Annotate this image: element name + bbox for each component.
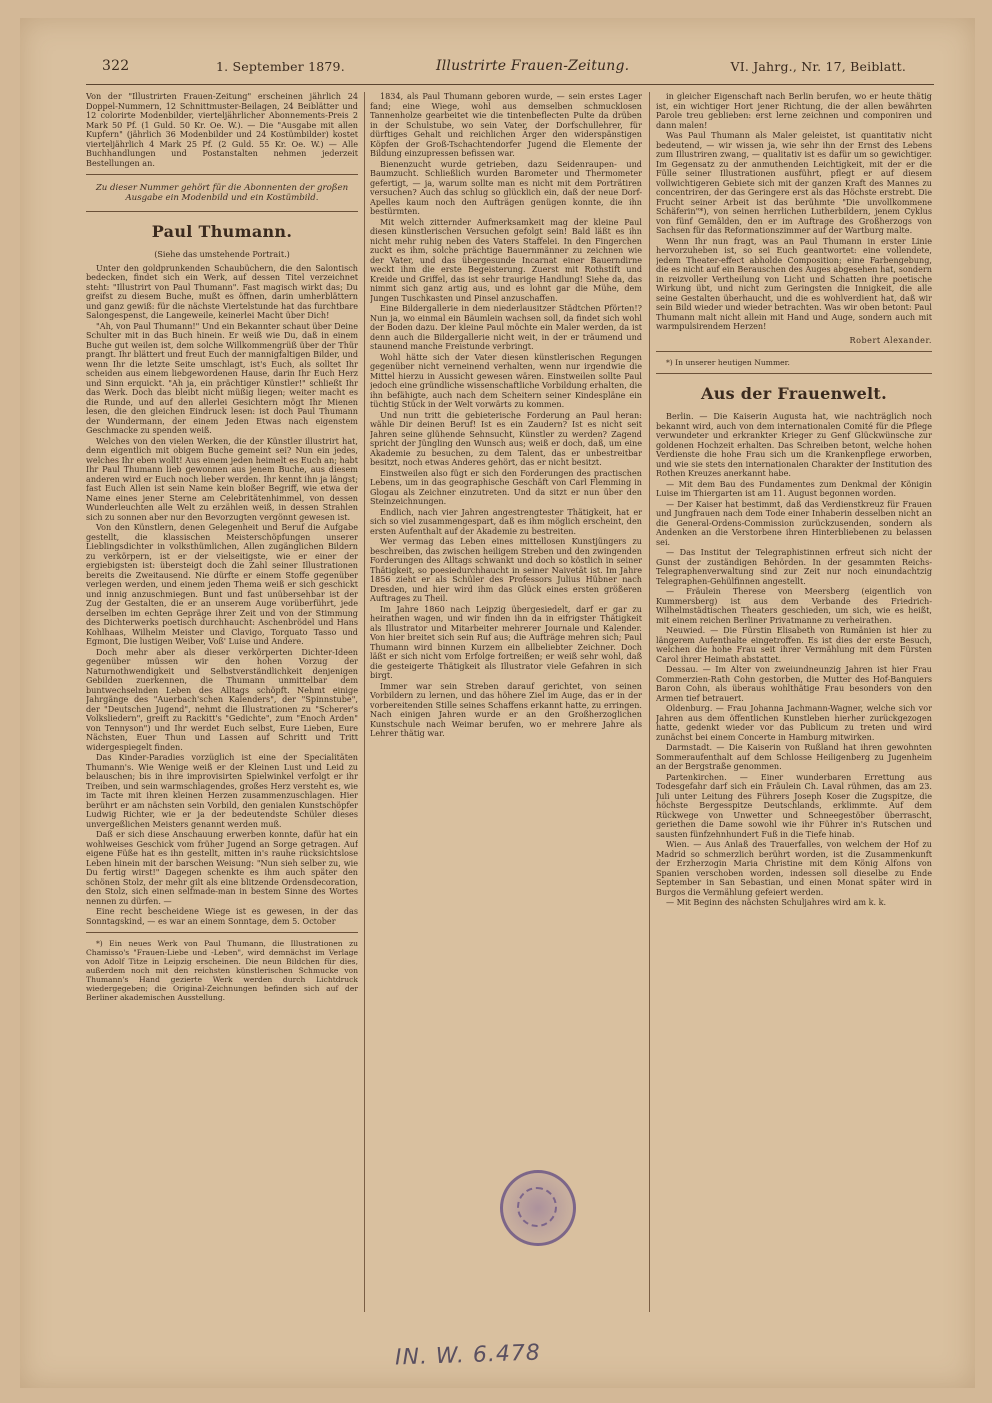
- paragraph: Einstweilen also fügt er sich den Forderungen des practischen Lebens, um in das geographische Geschäft von Carl Flemming in Glogau als Zeichner einzutreten. Und da sitzt er nun über den Steinzeichnungen.: [370, 467, 642, 506]
- news-item: — Der Kaiser hat bestimmt, daß das Verdienstkreuz für Frauen und Jungfrauen nach dem Tode einer Inhaberin desselben nicht an die General-Ordens-Commission zurückzusenden, sondern als Andenken an die Verstorbene ihren Hinterbliebenen zu belassen sei.: [656, 498, 932, 547]
- paragraph: Welches von den vielen Werken, die der Künstler illustrirt hat, denn eigentlich mit obigem Buche gemeint sei? Nun ein jedes, welches Ihr eben wollt! Aus einem jeden heimelt es Euch an; habt Ihr Paul Thumann lieb gewonnen aus jenem Buche, aus diesem anderen wird er Euch noch lieber werden. Ihr kennt ihn ja längst; fast Euch Allen ist sein Name kein bloßer Begriff, wie etwa der Name eines jener Sterne am Celebritätenhimmel, von dessen Wunderleuchten alle Welt zu erzählen weiß, in dessen Strahlen sich zu sonnen aber nur den Bevorzugten vergönnt gewesen ist.: [86, 435, 358, 522]
- separator: [86, 174, 358, 175]
- paragraph: Das Kinder-Paradies vorzüglich ist eine der Specialitäten Thumann's. Wie Wenige weiß er der Kleinen Lust und Leid zu belauschen; bis in ihre improvisirten Spielwinkel verfolgt er ihr Treiben, und sein warmschlagendes, großes Herz versteht es, wie im Tacte mit ihren kleinen Herzen zusammenzuschlagen. Hier berührt er am nächsten sein Vorbild, den genialen Kunstschöpfer Ludwig Richter, wie er ja der bedeutendste Schüler dieses unvergeßlichen Meisters genannt werden muß.: [86, 752, 358, 829]
- news-item: Darmstadt. — Die Kaiserin von Rußland hat ihren gewohnten Sommeraufenthalt auf dem Schlosse Heiligenberg zu Jugenheim an der Bergstraße genommen.: [656, 742, 932, 771]
- paragraph: Eine Bildergallerie in dem niederlausitzer Städtchen Pförten!? Nun ja, wo einmal ein Bäumlein wachsen soll, da findet sich wohl der Boden dazu. Der kleine Paul möchte ein Maler werden, da ist denn auch die Bildergallerie nicht weit, in der er träumend und staunend manche Freistunde verbringt.: [370, 303, 642, 351]
- issue-info: VI. Jahrg., Nr. 17, Beiblatt.: [730, 59, 906, 74]
- inventory-number: IN. W. 6.478: [394, 1340, 542, 1371]
- paragraph: Im Jahre 1860 nach Leipzig übergesiedelt, darf er gar zu heirathen wagen, und wir finden ihn da in eifrigster Thätigkeit als Illustrator und Mitarbeiter mehrerer Journale und Kalender. Von hier breitet sich sein Ruf aus; die Aufträge mehren sich; Paul Thumann wird binnen Kurzem ein allbeliebter Zeichner. Doch läßt er sich nicht vom Erfolge fortreißen; er weiß sehr wohl, daß die gesteigerte Thätigkeit als Illustrator viele Gefahren in sich birgt.: [370, 603, 642, 680]
- news-item: Dessau. — Im Alter von zweiundneunzig Jahren ist hier Frau Commerzien-Rath Cohn gestorben, die Mutter des Hof-Banquiers Baron Cohn, als überaus wohlthätige Frau besonders von den Armen tief betrauert.: [656, 664, 932, 703]
- news-item: Wien. — Aus Anlaß des Trauerfalles, von welchem der Hof zu Madrid so schmerzlich berührt worden, ist die Zusammenkunft der Erzherzogin Maria Christine mit dem König Alfons von Spanien verschoben worden, indessen soll dieselbe zu Ende September in San Sebastian, und einen Monat später wird in Burgos die Vermählung gefeiert werden.: [656, 839, 932, 897]
- news-item: — Das Institut der Telegraphistinnen erfreut sich nicht der Gunst der zuständigen Behörden. In der gesammten Reichs-Telegraphenverwaltung sind zur Zeit nur noch einundachtzig Telegraphen-Gehülfinnen angestellt.: [656, 547, 932, 586]
- subscription-info: Von der "Illustrirten Frauen-Zeitung" erscheinen jährlich 24 Doppel-Nummern, 12 Schnittmuster-Beilagen, 24 Beiblätter und 12 colorirte Modenbilder, vierteljährlicher Abonnements-Preis 2 Mark 50 Pf. (1 Guld. 50 Kr. Oe. W.). — Die "Ausgabe mit allen Kupfern" (jährlich 36 Modenbilder und 24 Kostümbilder) kostet vierteljährlich 4 Mark 25 Pf. (2 Guld. 55 Kr. Oe. W.) — Alle Buchhandlungen und Postanstalten nehmen jederzeit Bestellungen an.: [86, 92, 358, 168]
- paragraph: "Ah, von Paul Thumann!" Und ein Bekannter schaut über Deine Schulter mit in das Buch hinein. Er weiß wie Du, daß in einem Buche gut weilen ist, dem solche Willkommengrüß über der Thür prangt. Ihr blättert und freut Euch der mannigfaltigen Bilder, und wenn Ihr die letzte Seite umschlagt, ist's Euch, als solltet Ihr scheiden aus einem liebgewordenen Hause, darin Ihr Euch Herz und Sinn erquickt. "Ah ja, ein prächtiger Künstler!" schließt Ihr das Werk. Doch das bleibt nicht müßig liegen; weiter macht es die Runde, und auf den allerlei Gesichtern mögt Ihr Mienen lesen, die den gleichen Eindruck lesen: ist doch Paul Thumann der Wundermann, der einem Jeden Etwas nach eigenstem Geschmacke zu spenden weiß.: [86, 320, 358, 435]
- news-item: Oldenburg. — Frau Johanna Jachmann-Wagner, welche sich vor Jahren aus dem öffentlichen Kunstleben hierher zurückgezogen hatte, gedenkt wieder vor das Publicum zu treten und wird zunächst bei einem Concerte in Hamburg mitwirken.: [656, 703, 932, 742]
- news-item: — Mit Beginn des nächsten Schuljahres wird am k. k.: [666, 897, 887, 907]
- article-author: Robert Alexander.: [849, 334, 932, 345]
- paragraph: Unter den goldprunkenden Schaubüchern, die den Salontisch bedecken, findet sich ein Werk, auf dessen Titel verzeichnet steht: "Illustrirt von Paul Thumann". Fast magisch wirkt das; Du greifst zu diesem Buche, mußt es öffnen, darin umherblättern und ganz gewiß: für die nächste Viertelstunde hat das furchtbare Salongespenst, die Langeweile, keinerlei Macht über Dich!: [86, 262, 358, 320]
- paragraph: 1834, als Paul Thumann geboren wurde, — sein erstes Lager fand; eine Wiege, wohl aus demselben schmucklosen Tannenholze gearbeitet wie die tintenbeflecten Pulte da drüben in der Schulstube, wo sein Vater, der Dorfschullehrer, für dürftiges Gehalt und reichlichen Ärger den widerspänstigen Köpfen der Groß-Tschachtendorfer Jugend die Elemente der Bildung einzupressen befissen war.: [370, 92, 642, 158]
- section-heading: Aus der Frauenwelt.: [700, 384, 887, 403]
- news-item: Berlin. — Die Kaiserin Augusta hat, wie nachträglich noch bekannt wird, auch von dem internationalen Comité für die Pflege verwundeter und erkrankter Krieger zu Genf Glückwünsche zur goldenen Hochzeit erhalten. Das Schreiben betont, welche hohen Verdienste die hohe Frau sich um die Krankenpflege erworben, und wie sie stets den internationalen Charakter der Institution des Rothen Kreuzes anerkannt habe.: [656, 411, 932, 478]
- footnote: *) Ein neues Werk von Paul Thumann, die Illustrationen zu Chamisso's "Frauen-Liebe und -Leben", wird demnächst im Verlage von Adolf Titze in Leipzig erscheinen. Die neun Bildchen für dies, außerdem noch mit den reichsten künstlerischen Schmucke von Thumann's Hand gezierte Werk werden durch Lichtdruck wiedergegeben; die Original-Zeichnungen befinden sich auf der Berliner akademischen Ausstellung.: [86, 939, 358, 1002]
- newspaper-title: Illustrirte Frauen-Zeitung.: [436, 58, 630, 74]
- paragraph: Daß er sich diese Anschauung erwerben konnte, dafür hat ein wohlweises Geschick vom früher Jugend an Sorge getragen. Auf eigene Füße hat es ihn gestellt, mitten in's rauhe rücksichtslose Leben hinein mit der barschen Weisung: "Nun sieh selber zu, wie Du fertig wirst!" Dagegen schenkte es ihm auch später den schönen Stolz, der mehr gilt als eine blitzende Ordensdecoration, den Stolz, sich einen selfmade-man in bestem Sinne des Wortes nennen zu dürfen. —: [86, 829, 358, 906]
- column-3: [656, 92, 932, 1332]
- news-item: — Mit dem Bau des Fundamentes zum Denkmal der Königin Luise im Thiergarten ist am 11. August begonnen worden.: [656, 478, 932, 498]
- paragraph: Immer war sein Streben darauf gerichtet, von seinen Vorbildern zu lernen, und das höhere Ziel im Auge, das er in der vorbereitenden Stille seines Schaffens erkannt hatte, zu erringen. Nach einigen Jahren wurde er an den Großherzoglichen Kunstschule nach Weimar berufen, wo er mehrere Jahre als Lehrer thätig war.: [370, 680, 642, 738]
- article-heading: Paul Thumann.: [151, 222, 293, 241]
- paragraph: Was Paul Thumann als Maler geleistet, ist quantitativ nicht bedeutend, — wir wissen ja, wie sehr ihn der Ernst des Lebens zum Illustriren zwang, — qualitativ ist es dafür um so gewichtiger. Im Gegensatz zu der anmuthenden Leichtigkeit, mit der er die Fülle seiner Illustrationen ausführt, pflegt er auf diesem vollwichtigeren Gebiete sich mit der ganzen Kraft des Mannes zu concentriren, der das Geringere erst als das Höchste erstrebt. Die Frucht seiner Arbeit ist das berühmte "Die unvollkommene Schäferin"*), von seinen herrlichen Lutherbildern, jenem Cyklus von fünf Gemälden, den er im Auftrage des Großherzogs von Sachsen für das Reformationszimmer auf der Wartburg malte.: [656, 130, 932, 235]
- separator: [86, 211, 358, 212]
- paragraph: Wer vermag das Leben eines mittellosen Kunstjüngers zu beschreiben, das zwischen heiligem Streben und den zwingenden Forderungen des Alltags schwankt und doch so köstlich in seiner Thätigkeit, so poesiedurchhaucht in seiner Naivetät ist. Im Jahre 1856 zieht er als Schüler des Professors Julius Hübner nach Dresden, und hier wird ihm das Glück eines ersten größeren Auftrages zu Theil.: [370, 536, 642, 603]
- column-1: [86, 92, 358, 1332]
- page-header: [86, 58, 906, 80]
- paragraph: Mit welch zitternder Aufmerksamkeit mag der kleine Paul diesen künstlerischen Versuchen gefolgt sein! Bald läßt es ihn nicht mehr ruhig neben des Vaters Staffelei. In den Fingerchen zuckt es ihm, solche prächtige Bauernmänner zu zeichnen wie der Vater, und das übergesunde Incarnat einer Bauerndirne weckt ihm die erste Begeisterung. Zuerst mit Rothstift und Kreide und Griffel, das ist sehr traurige Handlung! Siehe da, das nimmt sich ganz artig aus, und es lohnt gar die Mühe, dem Jungen Tuschkasten und Pinsel anzuschaffen.: [370, 216, 642, 303]
- separator: [656, 351, 932, 352]
- news-item: Partenkirchen. — Einer wunderbaren Errettung aus Todesgefahr darf sich ein Fräulein Ch. Laval rühmen, das am 23. Juli unter Leitung des Führers Joseph Koser die Zugspitze, die höchste Bergesspitze Deutschlands, erklimmte. Auf dem Rückwege von Unwetter und Schneegestöber überrascht, geriethen die Dame sowohl wie ihr Führer in's Rutschen und sausten fünfzehnhundert Fuß in die Tiefe hinab.: [656, 771, 932, 839]
- paragraph: Und nun tritt die gebieterische Forderung an Paul heran: wähle Dir deinen Beruf! Ist es ein Zaudern? Ist es nicht seit Jahren seine glühende Sehnsucht, Künstler zu werden? Zagend spricht der Jüngling den Wunsch aus; weiß er doch, daß, um eine Akademie zu besuchen, zu dem Talent, das er unbestreitbar besitzt, noch etwas Anderes gehört, das er nicht besitzt.: [370, 409, 642, 467]
- paragraph: Von den Künstlern, denen Gelegenheit und Beruf die Aufgabe gestellt, die klassischen Meisterschöpfungen unserer Lieblingsdichter in volksthümlichen, Allen zugänglichen Bildern zu verkörpern, ist er der vielseitigste, wie er einer der ergiebigsten ist: übersteigt doch die Zahl seiner Illustrationen bereits die Zweitausend. Nie dürfte er einem Stoffe gegenüber verlegen werden, und einem jeden Thema weiß er sich geschickt und innig anzuschmiegen. Bunt und fast unübersehbar ist der Zug der Gestalten, die er an unserem Auge vorüberführt, jede derselben im echten Gepräge ihrer Zeit und von der Stimmung des Dichterwerks poetisch durchhaucht: Aschenbrödel und Hans Kohlhaas, Wilhelm Meister und Clavigo, Torquato Tasso und Egmont, Die lustigen Weiber, Voß' Luise und Andere.: [86, 522, 358, 646]
- paragraph: in gleicher Eigenschaft nach Berlin berufen, wo er heute thätig ist, ein wichtiger Hort jener Richtung, die der allen bewährten Parole treu geblieben: erst lerne zeichnen und componiren und dann malen!: [656, 92, 932, 130]
- separator: [656, 373, 932, 374]
- article-subheading: (Siehe das umstehende Portrait.): [154, 249, 290, 259]
- library-stamp: [500, 1170, 576, 1246]
- page-number: 322: [102, 58, 130, 74]
- column-divider: [364, 92, 365, 1312]
- news-item: — Fräulein Therese von Meersberg (eigentlich von Kummersberg) ist aus dem Verbande des Friedrich-Wilhelmstädtischen Theaters geschieden, um sich, wie es heißt, mit einem reichen Berliner Privatmanne zu verheirathen.: [656, 586, 932, 625]
- separator: [86, 932, 358, 933]
- paragraph: Wohl hätte sich der Vater diesen künstlerischen Regungen gegenüber nicht verneinend verhalten, wenn nur irgendwie die Mittel hierzu in Aussicht gewesen wären. Einstweilen sollte Paul jedoch eine gründliche wissenschaftliche Vorbildung erhalten, die ihn befähigte, auch nach dem Scheitern seiner Kindespläne ein tüchtig Stück in der Welt vorwärts zu kommen.: [370, 351, 642, 409]
- issue-date: 1. September 1879.: [216, 59, 345, 74]
- column-2: [370, 92, 642, 1332]
- news-item: Neuwied. — Die Fürstin Elisabeth von Rumänien ist hier zu längerem Aufenthalte eingetroffen. Es ist dies der erste Besuch, welchen die hohe Frau seit ihrer Vermählung mit dem Fürsten Carol ihrer Heimath abstattet.: [656, 625, 932, 664]
- paragraph: Bienenzucht wurde getrieben, dazu Seidenraupen- und Baumzucht. Schließlich wurden Barometer und Thermometer gefertigt, — ja, warum sollte man es nicht mit dem Porträtiren versuchen? Auch das schlug so glücklich ein, daß der neue Dorf-Apelles kaum noch den Aufträgen genügen konnte, die ihn bestürmten.: [370, 158, 642, 216]
- header-rule: [86, 84, 934, 85]
- paragraph: Wenn Ihr nun fragt, was an Paul Thumann in erster Linie hervorzuheben ist, so sei Euch geantwortet: eine vollendete, jedem Theater-effect abholde Composition; eine Farbengebung, die es nicht auf ein Berauschen des Auges abgesehen hat, sondern in reizvoller Vertheilung von Licht und Schatten ihre poetische Wirkung übt, und nicht zum Geringsten die Innigkeit, die alle seine Gestalten überhaucht, und die es wohlverdient hat, daß wir sein Bild wieder und wieder betrachten. Was wir oben betont: Paul Thumann malt nicht allein mit Hand und Auge, sondern auch mit warmpulsirendem Herzen!: [656, 235, 932, 331]
- column-divider: [649, 92, 650, 1312]
- paragraph: Eine recht bescheidene Wiege ist es gewesen, in der das Sonntagskind, — es war an einem Sonntage, dem 5. October: [86, 906, 358, 926]
- supplement-notice: Zu dieser Nummer gehört für die Abonnenten der großen Ausgabe ein Modenbild und ein Kostümbild.: [95, 183, 349, 203]
- paragraph: Doch mehr aber als dieser verkörperten Dichter-Ideen gegenüber müssen wir den hohen Vorzug der Naturnothwendigkeit und Selbstverständlichkeit denjenigen Gebilden zuerkennen, die Thumann unmittelbar dem buntwechselnden Leben des Alltags schöpft. Nehmt einige Jahrgänge des "Auerbach'schen Kalenders", der "Spinnstube", der "Deutschen Jugend", nehmt die Illustrationen zu "Scherer's Volksliedern", greift zu Rackitt's "Gedichte", zum "Enoch Arden" von Tennyson") und Ihr werdet Euch selbst, Eure Lieben, Eure Nächsten, Euer Thun und Lassen auf Schritt und Tritt widergespiegelt finden.: [86, 646, 358, 752]
- paragraph: Endlich, nach vier Jahren angestrengtester Thätigkeit, hat er sich so viel zusammengespart, daß es ihm möglich erscheint, den ersten Aufenthalt auf der Akademie zu bestreiten.: [370, 506, 642, 536]
- footnote: *) In unserer heutigen Nummer.: [666, 358, 790, 367]
